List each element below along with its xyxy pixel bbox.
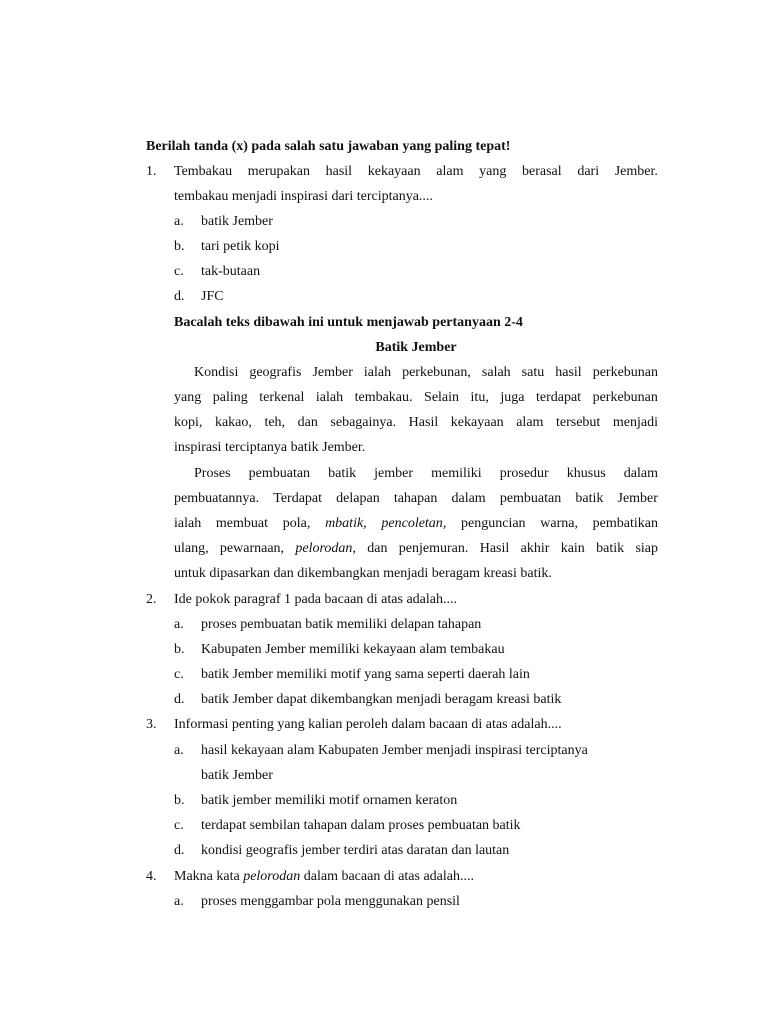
paragraph-2-word: batik xyxy=(328,466,357,481)
q4-term-pelorodan: pelorodan xyxy=(243,869,301,884)
q3-option-d: kondisi geografis jember terdiri atas daratan dan lautan xyxy=(201,843,510,858)
p2-l4-seg-a: ulang, pewarnaan, xyxy=(174,541,296,556)
paragraph-1-line-2 xyxy=(174,389,658,407)
paragraph-1-word: ialah xyxy=(363,365,392,380)
paragraph-1-word: terdapat xyxy=(535,390,582,405)
paragraph-2-word: pembuatan xyxy=(248,466,311,481)
paragraph-1-word: geografis xyxy=(249,365,302,380)
paragraph-2-line-1 xyxy=(194,465,658,483)
p2-l3-seg-e: , penguncian warna, pembatikan xyxy=(442,516,658,531)
paragraph-1-word: kakao, xyxy=(214,415,252,430)
q1-option-d-label: d. xyxy=(174,289,185,304)
paragraph-1-word: juga xyxy=(500,390,525,405)
q3-option-a-label: a. xyxy=(174,743,184,758)
paragraph-1-word: alam xyxy=(516,415,544,430)
paragraph-1-word: perkebunan, xyxy=(402,365,471,380)
paragraph-2-line-3 xyxy=(174,515,658,533)
q1-option-d: JFC xyxy=(201,289,224,304)
paragraph-1-word: teh, xyxy=(264,415,286,430)
paragraph-2-word: dalam xyxy=(451,491,486,506)
question-1-word: merupakan xyxy=(247,164,310,179)
q2-option-a-label: a. xyxy=(174,617,184,632)
question-3-number: 3. xyxy=(146,717,157,732)
q3-option-c: terdapat sembilan tahapan dalam proses pembuatan batik xyxy=(201,818,521,833)
reading-title: Batik Jember xyxy=(375,340,457,355)
term-mbatik: mbatik xyxy=(325,516,364,531)
paragraph-1-line-4: inspirasi terciptanya batik Jember. xyxy=(174,440,366,455)
question-1-word: Tembakau xyxy=(174,164,233,179)
question-1-line-1 xyxy=(174,163,658,181)
paragraph-1-word: paling xyxy=(212,390,248,405)
paragraph-2-word: dalam xyxy=(623,466,658,481)
paragraph-1-word: satu xyxy=(521,365,545,380)
q3-option-c-label: c. xyxy=(174,818,184,833)
paragraph-1-word: Jember xyxy=(312,365,353,380)
q3-option-d-label: d. xyxy=(174,843,185,858)
question-1-word: dari xyxy=(577,164,600,179)
paragraph-1-word: dan xyxy=(297,415,318,430)
question-2-number: 2. xyxy=(146,592,157,607)
q1-option-a: batik Jember xyxy=(201,214,273,229)
q3-option-b-label: b. xyxy=(174,793,185,808)
paragraph-2-word: pembuatannya. xyxy=(174,491,260,506)
reading-instruction: Bacalah teks dibawah ini untuk menjawab pertanyaan 2-4 xyxy=(174,315,523,330)
paragraph-2-word: delapan xyxy=(336,491,380,506)
question-2-text: Ide pokok paragraf 1 pada bacaan di atas adalah.... xyxy=(174,592,457,607)
q2-option-a: proses pembuatan batik memiliki delapan tahapan xyxy=(201,617,482,632)
paragraph-2-word: Jember xyxy=(617,491,658,506)
paragraph-1-word: Selain xyxy=(424,390,460,405)
q1-option-c-label: c. xyxy=(174,264,184,279)
paragraph-2-word: tahapan xyxy=(393,491,438,506)
question-1-number: 1. xyxy=(146,164,157,179)
q2-option-c-label: c. xyxy=(174,667,184,682)
paragraph-1-word: Kondisi xyxy=(194,365,239,380)
paragraph-1-word: yang xyxy=(174,390,202,405)
term-pencoletan: pencoletan xyxy=(381,516,443,531)
term-pelorodan: pelorodan xyxy=(295,541,353,556)
question-1-word: hasil xyxy=(325,164,353,179)
question-4-text xyxy=(174,868,474,886)
p2-l3-seg-c: , xyxy=(363,516,382,531)
q4-option-a-label: a. xyxy=(174,894,184,909)
paragraph-1-word: sebagainya. xyxy=(330,415,397,430)
instruction-heading: Berilah tanda (x) pada salah satu jawaban yang paling tepat! xyxy=(146,139,511,154)
q2-option-c: batik Jember memiliki motif yang sama seperti daerah lain xyxy=(201,667,530,682)
q1-option-a-label: a. xyxy=(174,214,184,229)
paragraph-1-word: menjadi xyxy=(612,415,658,430)
question-1-word: yang xyxy=(479,164,507,179)
q4-text-seg-a: Makna kata xyxy=(174,869,244,884)
paragraph-2-word: memiliki xyxy=(431,466,482,481)
p2-l4-seg-c: , dan penjemuran. Hasil akhir kain batik siap xyxy=(352,541,658,556)
question-3-text: Informasi penting yang kalian peroleh dalam bacaan di atas adalah.... xyxy=(174,717,562,732)
q4-text-seg-c: dalam bacaan di atas adalah.... xyxy=(300,869,474,884)
paragraph-1-word: ialah xyxy=(315,390,344,405)
question-4-number: 4. xyxy=(146,869,157,884)
paragraph-1-word: salah xyxy=(481,365,511,380)
paragraph-2-line-4 xyxy=(174,540,658,558)
question-1-word: alam xyxy=(436,164,464,179)
paragraph-2-line-2 xyxy=(174,490,658,508)
paragraph-1-line-1 xyxy=(194,364,658,382)
paragraph-2-line-5: untuk dipasarkan dan dikembangkan menjadi beragam kreasi batik. xyxy=(174,566,552,581)
q2-option-d-label: d. xyxy=(174,692,185,707)
q2-option-d: batik Jember dapat dikembangkan menjadi beragam kreasi batik xyxy=(201,692,562,707)
paragraph-1-word: tersebut xyxy=(556,415,601,430)
paragraph-1-word: itu, xyxy=(470,390,489,405)
paragraph-1-word: Hasil xyxy=(408,415,439,430)
q3-option-a: hasil kekayaan alam Kabupaten Jember menjadi inspirasi terciptanya xyxy=(201,743,588,758)
paragraph-2-word: Proses xyxy=(194,466,231,481)
paragraph-2-word: Terdapat xyxy=(273,491,323,506)
question-1-word: berasal xyxy=(522,164,562,179)
paragraph-1-word: perkebunan xyxy=(592,390,658,405)
paragraph-1-line-3 xyxy=(174,414,658,432)
paragraph-1-word: terkenal xyxy=(259,390,305,405)
q4-option-a: proses menggambar pola menggunakan pensil xyxy=(201,894,460,909)
q2-option-b: Kabupaten Jember memiliki kekayaan alam tembakau xyxy=(201,642,505,657)
paragraph-2-word: khusus xyxy=(566,466,606,481)
paragraph-1-word: perkebunan xyxy=(592,365,658,380)
paragraph-2-word: pembuatan xyxy=(499,491,562,506)
q1-option-b: tari petik kopi xyxy=(201,239,280,254)
question-1-word: Jember. xyxy=(614,164,658,179)
paragraph-1-word: hasil xyxy=(555,365,582,380)
paragraph-2-word: batik xyxy=(575,491,604,506)
question-1-word: kekayaan xyxy=(367,164,421,179)
q1-option-b-label: b. xyxy=(174,239,185,254)
q3-option-a-cont: batik Jember xyxy=(201,768,273,783)
paragraph-2-word: prosedur xyxy=(499,466,549,481)
paragraph-2-word: jember xyxy=(374,466,414,481)
q2-option-b-label: b. xyxy=(174,642,185,657)
q3-option-b: batik jember memiliki motif ornamen keraton xyxy=(201,793,458,808)
p2-l3-seg-a: ialah membuat pola, xyxy=(174,516,326,531)
q1-option-c: tak-butaan xyxy=(201,264,261,279)
question-1-line-2: tembakau menjadi inspirasi dari terciptanya.... xyxy=(174,189,433,204)
paragraph-1-word: tembakau. xyxy=(354,390,413,405)
paragraph-1-word: kekayaan xyxy=(450,415,504,430)
paragraph-1-word: kopi, xyxy=(174,415,203,430)
